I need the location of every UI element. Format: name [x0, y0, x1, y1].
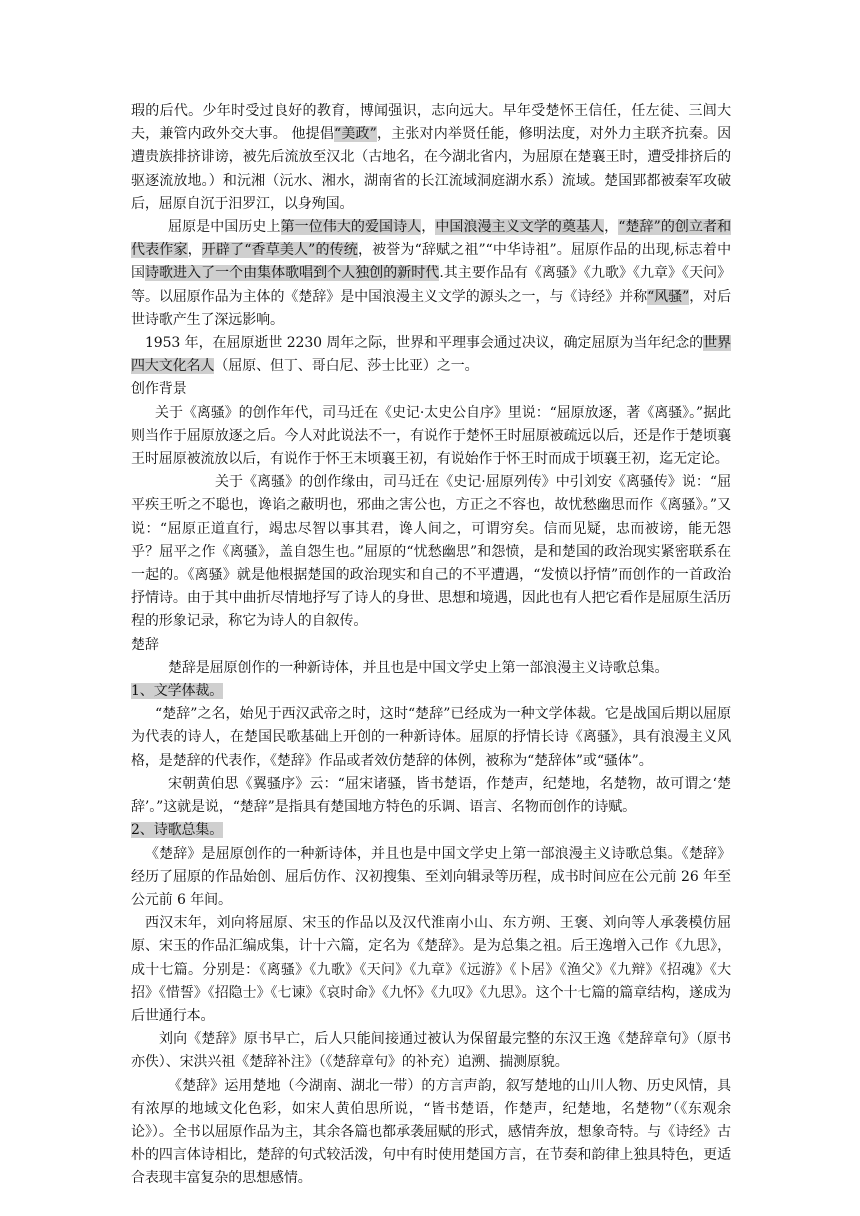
text-run: ， — [604, 219, 619, 236]
paragraph-significance — [131, 216, 731, 332]
highlight-heading-2: 2、诗歌总集。 — [131, 822, 224, 839]
paragraph-liu-xiang: 西汉末年，刘向将屈原、宋玉的作品以及汉代淮南小山、东方朔、王褒、刘向等人承袭模仿屈原、宋玉的作品汇编成集，计十六篇，定名为《楚辞》。是为总集之祖。后王逸增入己作《九思》，成十七篇。分别是：《离骚》《九歌》《天问》《九章》《远游》《卜居》《渔父》《九辩》《招魂》《大招》《惜誓》《招隐士》《七谏》《哀时命》《九怀》《九叹》《九思》。这个十七篇的篇章结构，遂成为后世通行本。 — [131, 915, 731, 1024]
text-run: ，对后世诗歌产生了深远影响。 — [131, 288, 731, 328]
text-run: .其主要作品有《离骚》《九歌》《九章》《天问》等。以屈原作品为主体的《楚辞》是中国浪漫主义文学的源头之一，与《诗经》并称 — [131, 265, 731, 305]
highlight-heading-1: 1、文学体裁。 — [131, 683, 224, 700]
paragraph-chuci-name: “楚辞”之名，始见于西汉武帝之时，这时“楚辞”已经成为一种文学体裁。它是战国后期以屈原为代表的诗人，在楚国民歌基础上开创的一种新诗体。屈原的抒情长诗《离骚》，具有浪漫主义风格，是楚辞的代表作，《楚辞》作品或者效仿楚辞的体例，被称为“楚辞体”或“骚体”。 — [131, 706, 731, 769]
text-run: ，被誉为“辞赋之祖”“中华诗祖”。屈原作品的出现,标志着中国 — [131, 242, 731, 282]
heading-literary-form — [131, 680, 731, 703]
paragraph-1953 — [131, 332, 731, 378]
paragraph-creation-reason: 关于《离骚》的创作缘由，司马迁在《史记·屈原列传》中引刘安《离骚传》说：“屈平疾王听之不聪也，谗谄之蔽明也，邪曲之害公也，方正之不容也，故忧愁幽思而作《离骚》。”又说：“屈原正道直行，竭忠尽智以事其君，谗人间之，可谓穷矣。信而见疑，忠而被谤，能无怨乎？屈平之作《离骚》，盖自怨生也。”屈原的“忧愁幽思”和怨愤，是和楚国的政治现实紧密联系在一起的。《离骚》就是他根据楚国的政治现实和自己的不平遭遇，“发愤以抒情”而创作的一首政治抒情诗。由于其中曲折尽情地抒写了诗人的身世、思想和境遇，因此也有人把它看作是屈原生活历程的形象记录，称它为诗人的自叙传。 — [131, 474, 731, 630]
text-run: 1953 年，在屈原逝世 2230 周年之际，世界和平理事会通过决议，确定屈原为当年纪念的 — [145, 335, 704, 352]
heading-chuci: 楚辞 — [131, 636, 159, 653]
paragraph-creation-date: 关于《离骚》的创作年代，司马迁在《史记·太史公自序》里说：“屈原放逐，著《离骚》。”据此则当作于屈原放逐之后。今人对此说法不一，有说作于楚怀王时屈原被疏远以后，还是作于楚顷襄王时屈原被流放以后，有说作于怀王末顷襄王初，有说始作于怀王时而成于顷襄王初，迄无定论。 — [131, 404, 731, 468]
paragraph-huang-bosi: 宋朝黄伯思《翼骚序》云：“屈宋诸骚，皆书楚语，作楚声，纪楚地，名楚物，故可谓之‘楚辞’。”这就是说，“楚辞”是指具有楚国地方特色的乐调、语言、名物而创作的诗赋。 — [131, 775, 731, 816]
document-body — [131, 100, 731, 1191]
paragraph-dialect: 《楚辞》运用楚地（今湖南、湖北一带）的方言声韵，叙写楚地的山川人物、历史风情，具有浓厚的地域文化色彩，如宋人黄伯思所说，“皆书楚语，作楚声，纪楚地，名楚物”（《东观余论》）。全书以屈原作品为主，其余各篇也都承袭屈赋的形式，感情奔放，想象奇特。与《诗经》古朴的四言体诗相比，楚辞的句式较活泼，句中有时使用楚国方言，在节奏和韵律上独具特色，更适合表现丰富复杂的思想感情。 — [131, 1077, 731, 1187]
highlight-four-culture-figures: 世界四大文化名人 — [131, 335, 731, 375]
highlight-chuci-founder: “楚辞”的创立者和代表作家 — [131, 219, 731, 259]
text-run: ，主张对内举贤任能，修明法度，对外力主联齐抗秦。因遭贵族排挤诽谤，被先后流放至汉北（古地名，在今湖北省内，为屈原在楚襄王时，遭受排挤后的驱逐流放地。）和沅湘（沅水、湘水，湖南省的长江流域洞庭湖水系）流域。楚国郢都被秦军攻破后，屈原自沉于汨罗江，以身殉国。 — [131, 126, 732, 212]
highlight-xiangcao-meiren: 开辟了“香草美人”的传统 — [201, 242, 358, 259]
text-run: ， — [187, 242, 202, 259]
text-run: （屈原、但丁、哥白尼、莎士比亚）之一。 — [214, 358, 479, 375]
text-run: 瑕的后代。少年时受过良好的教育，博闻强识，志向远大。早年受楚怀王信任，任左徒、三闾大夫，兼管内政外交大事。 他提倡 — [131, 103, 731, 143]
highlight-new-era: 诗歌进入了一个由集体歌唱到个人独创的新时代 — [145, 265, 440, 282]
heading-background: 创作背景 — [131, 381, 187, 398]
paragraph-original-lost: 刘向《楚辞》原书早亡，后人只能间接通过被认为保留最完整的东汉王逸《楚辞章句》（原书亦佚）、宋洪兴祖《楚辞补注》（《楚辞章句》的补充）追溯、揣测原貌。 — [131, 1031, 731, 1071]
text-run: ， — [421, 219, 436, 236]
paragraph-anthology-intro: 《楚辞》是屈原创作的一种新诗体，并且也是中国文学史上第一部浪漫主义诗歌总集。《楚辞》经历了屈原的作品始创、屈后仿作、汉初搜集、至刘向辑录等历程，成书时间应在公元前 26 年至公元前 6 年间。 — [131, 845, 731, 908]
highlight-romanticism-founder: 中国浪漫主义文学的奠基人 — [435, 219, 605, 236]
text-run: 屈原是中国历史上 — [168, 219, 281, 236]
highlight-fengsao: “风骚” — [647, 288, 690, 305]
paragraph-intro — [131, 100, 731, 216]
paragraph-chuci-intro: 楚辞是屈原创作的一种新诗体，并且也是中国文学史上第一部浪漫主义诗歌总集。 — [168, 659, 669, 676]
heading-anthology — [131, 819, 731, 842]
highlight-meizheng: “美政” — [334, 126, 377, 143]
highlight-patriot-poet: 第一位伟大的爱国诗人 — [280, 219, 422, 236]
